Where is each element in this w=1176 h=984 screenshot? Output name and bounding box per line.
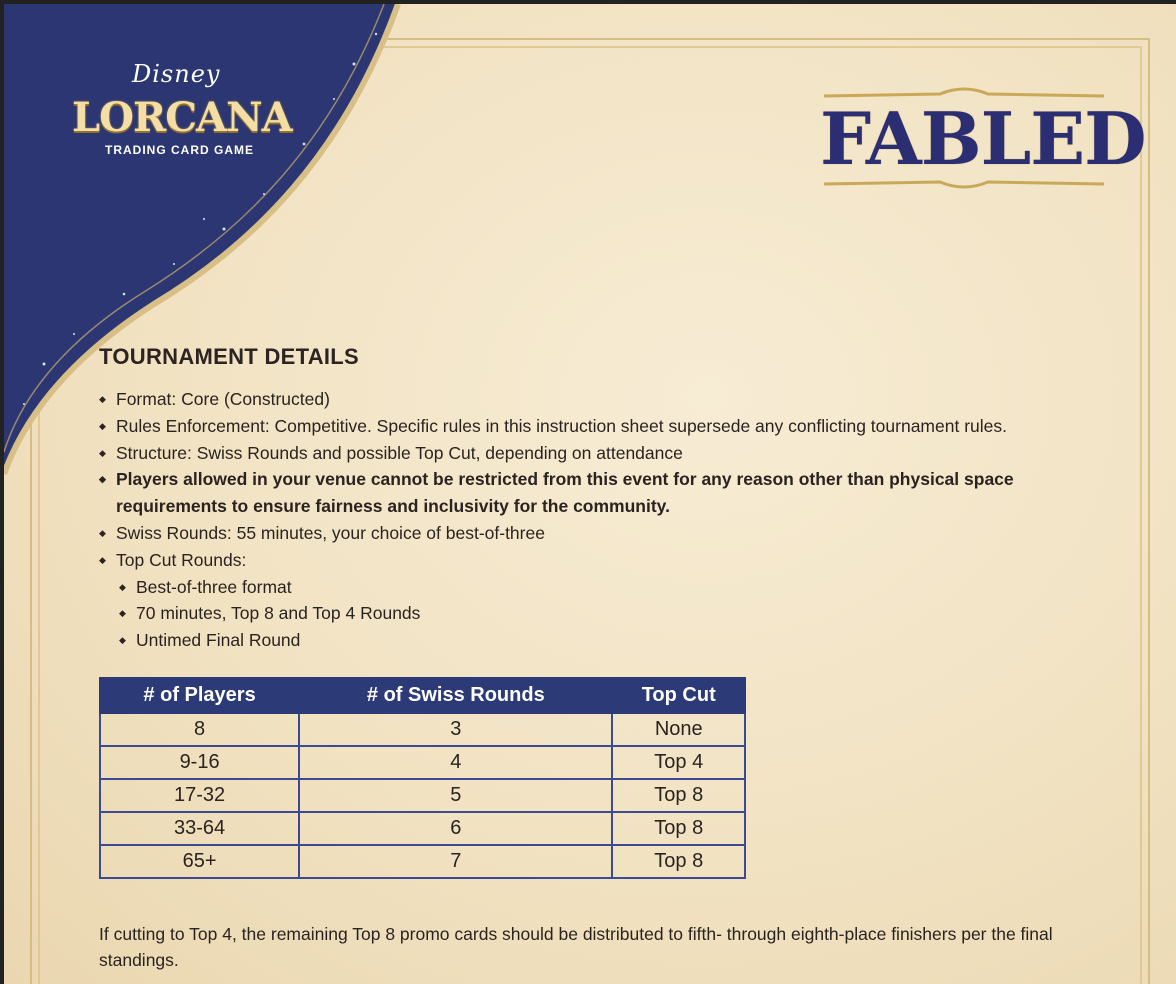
cell-swiss-rounds: 7 (299, 845, 612, 878)
table-row (100, 845, 745, 878)
top-cut-final: ◆ Untimed Final Round (119, 627, 1059, 654)
table-row (100, 812, 745, 845)
table-row (100, 746, 745, 779)
cell-players: 33-64 (100, 812, 299, 845)
lorcana-logo-text: LORCANA (72, 94, 292, 141)
swiss-rounds-table (99, 677, 746, 879)
header-top-cut: Top Cut (612, 678, 745, 713)
detail-rules-enforcement: ◆ Rules Enforcement: Competitive. Specific rules in this instruction sheet supersede any conflicting tournament rules. (99, 413, 1059, 440)
header-swiss-rounds: # of Swiss Rounds (299, 678, 612, 713)
fabled-set-name: FABLED (820, 96, 1146, 181)
table-row (100, 779, 745, 812)
cell-players: 8 (100, 713, 299, 746)
cell-players: 9-16 (100, 746, 299, 779)
top-cut-timing: ◆ 70 minutes, Top 8 and Top 4 Rounds (119, 600, 1059, 627)
tournament-details-list (99, 386, 1059, 654)
cell-top-cut: Top 4 (612, 746, 745, 779)
cell-swiss-rounds: 3 (299, 713, 612, 746)
top-cut-promo-note: If cutting to Top 4, the remaining Top 8 promo cards should be distributed to fifth- through eighth-place finishers per the final standings. (99, 924, 1053, 970)
cell-swiss-rounds: 6 (299, 812, 612, 845)
table-header-row (100, 678, 745, 713)
top-cut-sublist (116, 574, 1059, 654)
cell-swiss-rounds: 4 (299, 746, 612, 779)
cell-top-cut: None (612, 713, 745, 746)
detail-inclusivity: ◆ Players allowed in your venue cannot be restricted from this event for any reason other than physical space requirements to ensure fairness and inclusivity for the community. (99, 466, 1059, 520)
fabled-logo (820, 84, 1146, 190)
detail-structure: ◆ Structure: Swiss Rounds and possible Top Cut, depending on attendance (99, 440, 1059, 467)
table-row (100, 713, 745, 746)
document-page (4, 4, 1176, 984)
detail-swiss-rounds: ◆ Swiss Rounds: 55 minutes, your choice of best-of-three (99, 520, 1059, 547)
header-players: # of Players (100, 678, 299, 713)
cell-top-cut: Top 8 (612, 779, 745, 812)
detail-format: ◆ Format: Core (Constructed) (99, 386, 1059, 413)
trading-card-game-tagline: TRADING CARD GAME (105, 143, 254, 157)
cell-top-cut: Top 8 (612, 845, 745, 878)
detail-top-cut-label: Top Cut Rounds: (116, 549, 247, 570)
disney-logo-text: Disney (132, 60, 221, 88)
cell-players: 17-32 (100, 779, 299, 812)
cell-top-cut: Top 8 (612, 812, 745, 845)
tournament-details-heading: TOURNAMENT DETAILS (99, 344, 360, 369)
top-cut-format: ◆ Best-of-three format (119, 574, 1059, 601)
detail-top-cut (99, 547, 1059, 654)
cell-players: 65+ (100, 845, 299, 878)
cell-swiss-rounds: 5 (299, 779, 612, 812)
